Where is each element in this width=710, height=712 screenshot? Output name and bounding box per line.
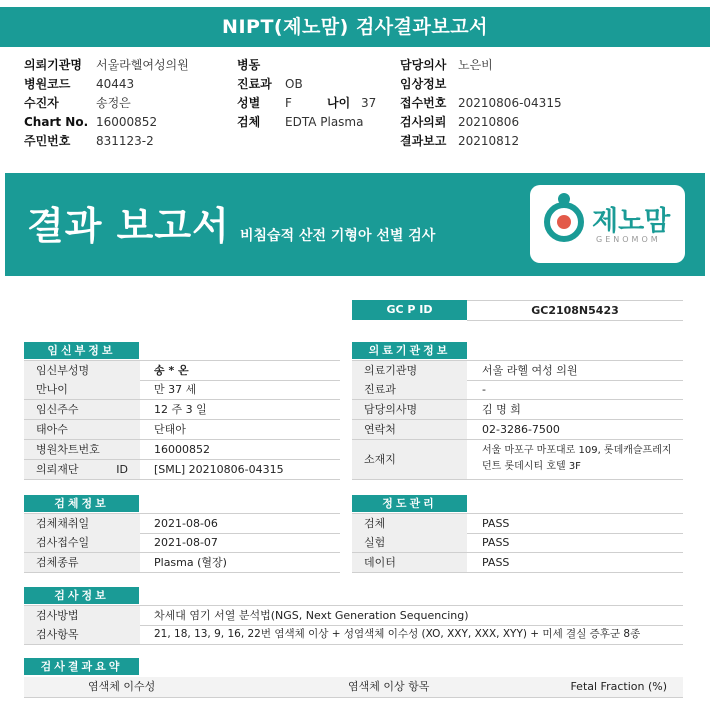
row-value: 2021-08-06	[154, 517, 218, 530]
header-value: EDTA Plasma	[285, 115, 364, 129]
row-label: 검사항목	[24, 625, 140, 644]
row-value: 12 주 3 일	[154, 403, 207, 416]
header-value: F	[285, 96, 292, 110]
header-label: 진료과	[237, 77, 272, 91]
row-label: 검사방법	[24, 606, 140, 625]
table-row	[24, 553, 340, 573]
table-row	[24, 420, 340, 440]
report-title: NIPT(제노맘) 검사결과보고서	[0, 7, 710, 47]
table-row	[352, 420, 683, 440]
section-result-summary: 검사결과요약	[24, 658, 139, 675]
table-row	[352, 553, 683, 573]
row-label: 담당의사명	[352, 400, 467, 419]
row-label: 임신부성명	[24, 361, 140, 380]
row-label: 진료과	[352, 380, 467, 399]
table-row	[352, 513, 683, 534]
banner-subtitle: 비침습적 산전 기형아 선별 검사	[240, 228, 436, 244]
row-value: -	[482, 383, 486, 396]
logo-head-icon	[558, 193, 570, 205]
table-row	[352, 400, 683, 420]
table-row	[352, 380, 683, 400]
header-label: 병동	[237, 58, 261, 72]
header-col3	[400, 56, 562, 151]
row-value: PASS	[482, 517, 510, 530]
row-label: 태아수	[24, 420, 140, 439]
age-value: 37	[361, 96, 377, 110]
table-row	[24, 360, 340, 381]
section-test-info: 검사정보	[24, 587, 139, 604]
header-label: 담당의사	[400, 58, 447, 72]
header-value: 20210806-04315	[458, 96, 562, 110]
header-label: 병원코드	[24, 77, 71, 91]
header-value: OB	[285, 77, 303, 91]
section-quality-control: 정도관리	[352, 495, 467, 512]
genomom-logo	[530, 185, 685, 263]
row-label: 소재지	[352, 440, 467, 479]
row-value: 02-3286-7500	[482, 423, 560, 436]
row-label: 병원차트번호	[24, 440, 140, 459]
row-label: 검사접수일	[24, 533, 140, 552]
header-col1	[24, 56, 189, 151]
row-value: 송 * 온	[154, 364, 189, 377]
age-label: 나이	[327, 96, 351, 110]
row-value: 만 37 세	[154, 383, 197, 396]
banner-title: 결과 보고서	[27, 204, 230, 248]
header-label: 수진자	[24, 96, 59, 110]
header-label: 주민번호	[24, 134, 71, 148]
row-label: 의뢰재단 ID	[24, 460, 140, 479]
logo-dot-icon	[557, 215, 571, 229]
header-value: 16000852	[96, 115, 158, 129]
header-value: 서울라헬여성의원	[96, 58, 189, 72]
header-label: 의뢰기관명	[24, 58, 82, 72]
logo-text-kr: 제노맘	[592, 206, 671, 237]
gcpid-label: GC P ID	[352, 300, 467, 320]
row-value: Plasma (혈장)	[154, 556, 227, 569]
row-label: 검체채취일	[24, 514, 140, 533]
summary-header-row	[24, 677, 683, 698]
table-row	[24, 513, 340, 534]
header-label: Chart No.	[24, 115, 89, 129]
table-row	[24, 533, 340, 553]
row-value: 16000852	[154, 443, 210, 456]
header-col2	[237, 56, 376, 132]
table-row	[352, 360, 683, 381]
table-row	[24, 400, 340, 420]
address-line-2: 던트 롯데시티 호텔 3F	[482, 461, 581, 472]
row-label: 검체종류	[24, 553, 140, 572]
header-label: 검체	[237, 115, 261, 129]
report-banner	[5, 173, 705, 276]
table-row	[24, 605, 683, 626]
table-row	[24, 460, 340, 480]
address-line-1: 서울 마포구 마포대로 109, 롯데캐슬프레지	[482, 445, 672, 456]
table-row	[24, 380, 340, 400]
header-value: 20210806	[458, 115, 520, 129]
header-value: 송정은	[96, 96, 131, 110]
section-specimen-info: 검체정보	[24, 495, 139, 512]
row-label: 만나이	[24, 380, 140, 399]
table-row	[352, 440, 683, 480]
header-value: 20210812	[458, 134, 520, 148]
logo-text-en: GENOMOM	[596, 235, 661, 244]
row-value: PASS	[482, 556, 510, 569]
header-value: 40443	[96, 77, 135, 91]
row-value: 김 명 희	[482, 403, 521, 416]
header-label: 성별	[237, 96, 261, 110]
section-institution-info: 의료기관정보	[352, 342, 467, 359]
row-value: 2021-08-07	[154, 536, 218, 549]
row-label: 검체	[352, 514, 467, 533]
header-value: 노은비	[458, 58, 493, 72]
row-value: 차세대 염기 서열 분석법(NGS, Next Generation Sequencing)	[154, 609, 469, 622]
row-label: 임신주수	[24, 400, 140, 419]
section-pregnant-info: 임신부정보	[24, 342, 139, 359]
row-value: 21, 18, 13, 9, 16, 22번 염색체 이상 + 성염색체 이수성 (XO, XXY, XXX, XYY) + 미세 결실 증후군 8종	[154, 628, 641, 640]
row-label: 의료기관명	[352, 361, 467, 380]
gcpid-value: GC2108N5423	[467, 300, 683, 321]
row-label: 실험	[352, 533, 467, 552]
summary-col-abnormality: 염색체 이상 항목	[348, 680, 430, 693]
row-value: [SML] 20210806-04315	[154, 463, 284, 476]
table-row	[352, 533, 683, 553]
header-label: 임상정보	[400, 77, 447, 91]
summary-col-aneuploidy: 염색체 이수성	[88, 680, 156, 693]
row-value: 단태아	[154, 423, 186, 436]
row-value: PASS	[482, 536, 510, 549]
table-row	[24, 440, 340, 460]
header-label: 결과보고	[400, 134, 447, 148]
table-row	[24, 625, 683, 645]
row-value: 서울 라헬 여성 의원	[482, 364, 578, 377]
row-label: 연락처	[352, 420, 467, 439]
row-value	[482, 443, 672, 482]
header-value: 831123-2	[96, 134, 154, 148]
header-label: 검사의뢰	[400, 115, 447, 129]
summary-col-fetal-fraction: Fetal Fraction (%)	[570, 680, 667, 693]
header-label: 접수번호	[400, 96, 447, 110]
row-label: 데이터	[352, 553, 467, 572]
